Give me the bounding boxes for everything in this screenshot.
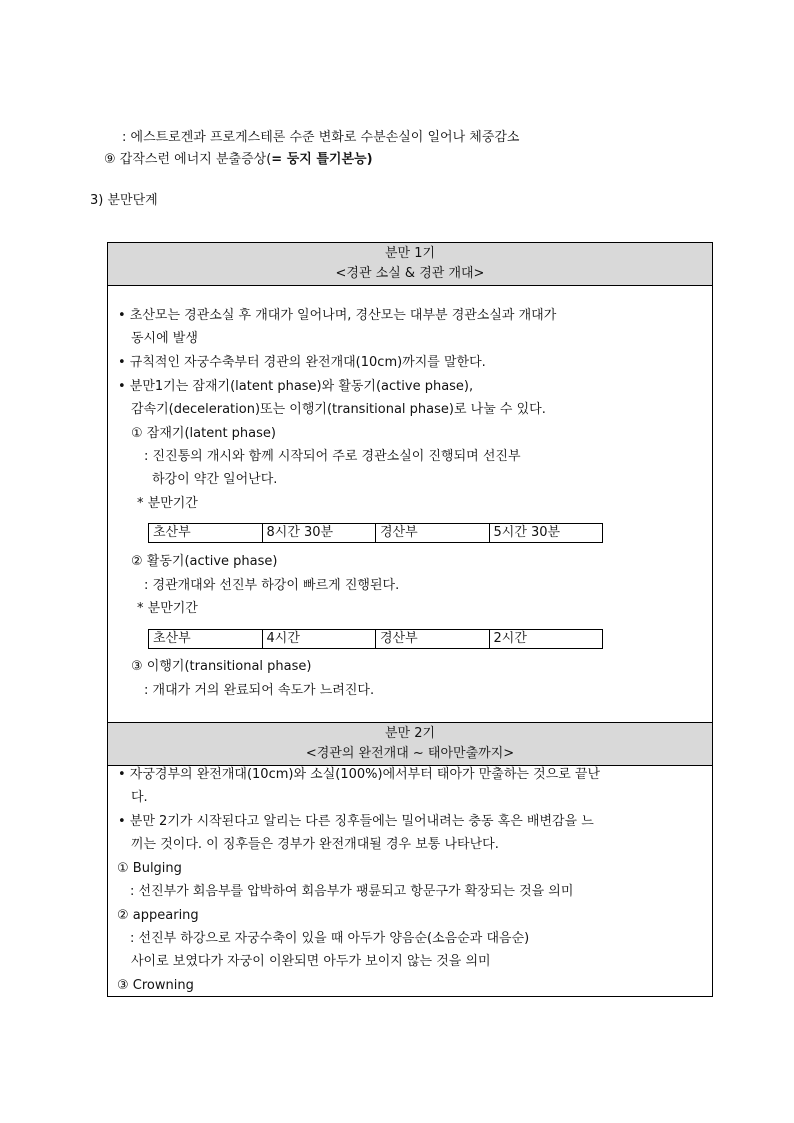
active-phase-desc: : 경관개대와 선진부 하강이 빠르게 진행된다.: [144, 578, 400, 593]
transitional-phase-desc: : 개대가 거의 완료되어 속도가 느려진다.: [144, 683, 375, 698]
appearing-desc-line1: : 선진부 하강으로 자궁수축이 있을 때 아두가 양음순(소음순과 대음순): [130, 931, 530, 946]
stage1-subtitle: <경관 소실 & 경관 개대>: [335, 266, 485, 281]
active-phase-title: ② 활동기(active phase): [131, 554, 278, 569]
crowning-title: ③ Crowning: [117, 978, 194, 993]
stage2-subtitle: <경관의 완전개대 ~ 태아만출까지>: [305, 746, 515, 761]
item-9: [104, 151, 373, 169]
active-primipara-label: 초산부: [149, 630, 263, 648]
item-9-marker: ⑨: [104, 152, 116, 167]
weight-loss-note: : 에스트로겐과 프로게스테론 수준 변화로 수분손실이 일어나 체중감소: [122, 130, 520, 145]
stage2-bullet1-line2: 다.: [131, 790, 148, 805]
latent-phase-duration-label: * 분만기간: [137, 496, 198, 511]
latent-phase-title: ① 잠재기(latent phase): [131, 426, 276, 441]
latent-phase-desc-line1: : 진진통의 개시와 함께 시작되어 주로 경관소실이 진행되며 선진부: [144, 449, 521, 464]
stage2-bullet2-line1: • 분만 2기가 시작된다고 알리는 다른 징후들에는 밀어내려는 충동 혹은 배변감을 느: [118, 814, 594, 829]
stage1-title: 분만 1기: [384, 246, 436, 261]
stage1-bullet3-line2: 감속기(deceleration)또는 이행기(transitional phase)로 나눌 수 있다.: [131, 402, 546, 417]
stage2-bullet2-line2: 끼는 것이다. 이 징후들은 경부가 완전개대될 경우 보통 나타난다.: [131, 837, 499, 852]
stage1-bullet2: • 규칙적인 자궁수축부터 경관의 완전개대(10cm)까지를 말한다.: [118, 355, 486, 370]
stage2-bullet1-line1: • 자궁경부의 완전개대(10cm)와 소실(100%)에서부터 태아가 만출하는 것으로 끝난: [118, 767, 601, 782]
active-multipara-label: 경산부: [376, 630, 490, 648]
transitional-phase-title: ③ 이행기(transitional phase): [131, 659, 312, 674]
stage1-header: [107, 242, 713, 286]
stage2-header: [107, 722, 713, 766]
item-9-bold: = 둥지 틀기본능): [271, 152, 373, 167]
latent-phase-desc-line2: 하강이 약간 일어난다.: [152, 472, 278, 487]
active-phase-duration-table: [148, 629, 603, 649]
appearing-desc-line2: 사이로 보였다가 자궁이 이완되면 아두가 보이지 않는 것을 의미: [131, 954, 491, 969]
item-9-text: 갑작스런 에너지 분출증상(: [119, 152, 272, 167]
latent-primipara-value: 8시간 30분: [263, 524, 377, 542]
latent-multipara-label: 경산부: [376, 524, 490, 542]
latent-primipara-label: 초산부: [149, 524, 263, 542]
bulging-title: ① Bulging: [117, 861, 182, 876]
active-phase-duration-label: * 분만기간: [137, 601, 198, 616]
stage1-bullet3-line1: • 분만1기는 잠재기(latent phase)와 활동기(active phase),: [118, 379, 474, 394]
bulging-desc: : 선진부가 회음부를 압박하여 회음부가 팽륜되고 항문구가 확장되는 것을 의미: [130, 884, 574, 899]
latent-multipara-value: 5시간 30분: [493, 525, 561, 540]
latent-phase-duration-table: [148, 523, 603, 543]
section-title: 3) 분만단계: [90, 193, 158, 208]
stage1-bullet1-line2: 동시에 발생: [131, 331, 198, 346]
active-primipara-value: 4시간: [263, 630, 377, 648]
appearing-title: ② appearing: [117, 908, 199, 923]
active-multipara-value: 2시간: [493, 631, 527, 646]
stage1-bullet1-line1: • 초산모는 경관소실 후 개대가 일어나며, 경산모는 대부분 경관소실과 개대가: [118, 308, 557, 323]
stage2-title: 분만 2기: [384, 726, 436, 741]
